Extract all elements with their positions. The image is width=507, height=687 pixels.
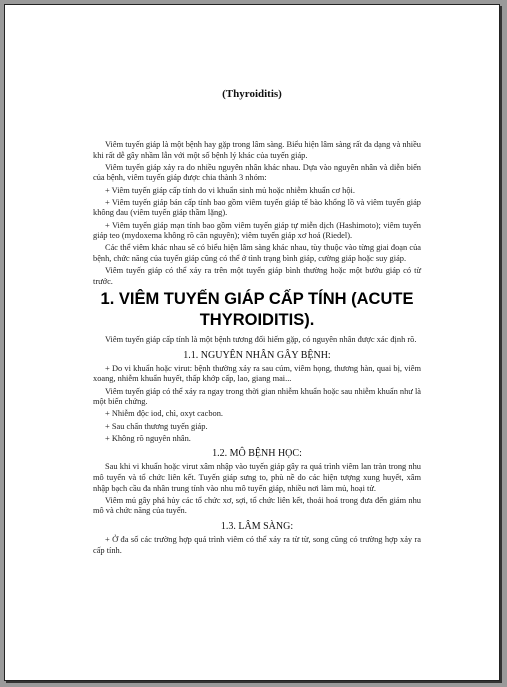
document-body [93, 140, 421, 558]
paragraph: Viêm tuyến giáp xảy ra do nhiều nguyên nhân khác nhau. Dựa vào nguyên nhân và diễn biến của bệnh, viêm tuyến giáp được chia thành 3 nhóm: [93, 162, 421, 183]
list-item: + Không rõ nguyên nhân. [105, 433, 191, 443]
paragraph: Viêm tuyến giáp có thể xảy ra ngay trong thời gian nhiễm khuẩn hoặc sau nhiễm khuẩn như là một biến chứng. [93, 386, 421, 407]
section-heading: 1. VIÊM TUYẾN GIÁP CẤP TÍNH (ACUTE THYROIDITIS). [100, 290, 414, 330]
paragraph: Viêm tuyến giáp có thể xảy ra trên một tuyến giáp bình thường hoặc một bướu giáp có từ trước. [93, 266, 421, 286]
paragraph: Sau khi vi khuẩn hoặc virut xâm nhập vào tuyến giáp gây ra quá trình viêm lan tràn trong nhu mô tuyến và tổ chức liên kết. Tuyến giáp sưng to, phù nề do các hiện tượng xung huyết, xâm nhập bạch cầu đa nhân trung tính vào nhu mô tuyến giáp, nhiều nơi làm mủ, hoại tử. [93, 462, 421, 493]
paragraph: Các thể viêm khác nhau sẽ có biểu hiện lâm sàng khác nhau, tùy thuộc vào từng giai đoạn của bệnh, chức năng của tuyến giáp cũng có thể ở tình trạng bình giáp, cường giáp hoặc suy giáp. [93, 243, 421, 263]
list-item: + Ở đa số các trường hợp quá trình viêm có thể xảy ra từ từ, song cũng có trường hợp xảy ra cấp tính. [93, 534, 421, 555]
document-page [4, 4, 500, 681]
paragraph: Viêm tuyến giáp cấp tính là một bệnh tương đối hiếm gặp, có nguyên nhân được xác định rõ. [105, 335, 417, 345]
paragraph: Viêm mủ gây phá hủy các tổ chức xơ, sợi, tổ chức liên kết, thoái hoá trong đưa đến giảm nhu mô và chức năng của tuyến. [93, 495, 421, 516]
list-item: + Viêm tuyến giáp mạn tính bao gồm viêm tuyến giáp tự miễn dịch (Hashimoto); viêm tuyến giáp teo (mydoxema không rõ căn nguyên); viêm tuyến giáp xơ hoá (Riedel). [93, 220, 421, 241]
subsection-heading: 1.2. MÔ BỆNH HỌC: [212, 448, 302, 460]
subsection-heading: 1.3. LÂM SÀNG: [220, 520, 294, 532]
list-item: + Viêm tuyến giáp bán cấp tính bao gồm viêm tuyến giáp tế bào khổng lồ và viêm tuyến giáp không đau (viêm tuyến giáp thầm lặng). [93, 197, 421, 218]
subsection-heading: 1.1. NGUYÊN NHÂN GÂY BỆNH: [183, 349, 331, 361]
list-item: + Sau chấn thương tuyến giáp. [105, 421, 208, 431]
list-item: + Nhiễm độc iod, chì, oxyt cacbon. [105, 409, 223, 419]
list-item: + Do vi khuẩn hoặc virut: bệnh thường xảy ra sau cúm, viêm họng, thương hàn, quai bị, viêm xoang, nhiễm khuẩn huyết, thấp khớp cấp, lao, giang mai... [93, 363, 421, 384]
list-item: + Viêm tuyến giáp cấp tính do vi khuẩn sinh mủ hoặc nhiễm khuẩn cơ hội. [105, 185, 355, 195]
paragraph: Viêm tuyến giáp là một bệnh hay gặp trong lâm sàng. Biểu hiện lâm sàng rất đa dạng và nhiều khi rất dễ gây nhầm lẫn với một số bệnh lý khác của tuyến giáp. [93, 140, 421, 160]
document-title: (Thyroiditis) [222, 88, 282, 100]
